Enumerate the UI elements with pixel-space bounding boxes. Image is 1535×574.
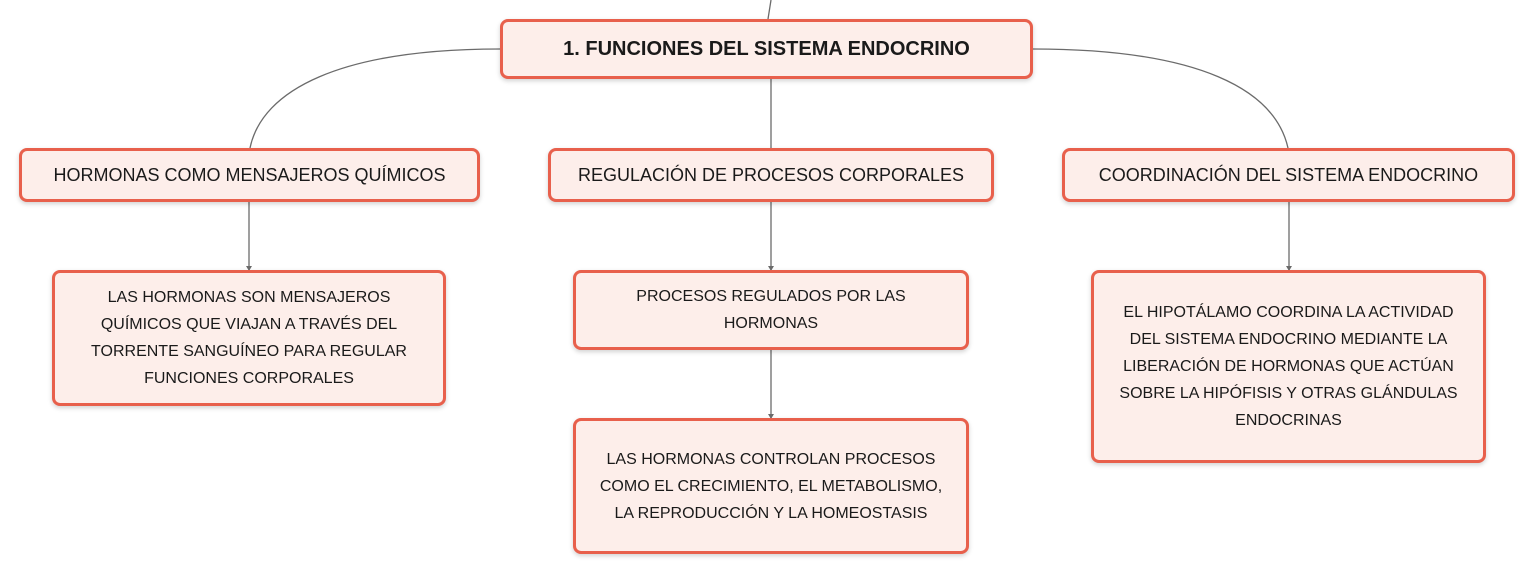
detail-node-procesos-controlados[interactable]	[573, 418, 969, 554]
connector-parent-to-root	[768, 0, 771, 19]
branch-node-label: HORMONAS COMO MENSAJEROS QUÍMICOS	[53, 164, 446, 185]
detail-node-hipotalamo[interactable]	[1091, 270, 1486, 463]
detail-node-mensajeros-quimicos[interactable]	[52, 270, 446, 406]
branch-node-label: REGULACIÓN DE PROCESOS CORPORALES	[577, 164, 965, 185]
connector-root-to-branch-3	[1033, 49, 1288, 148]
branch-node-regulacion-procesos[interactable]	[548, 148, 994, 202]
connector-root-to-branch-1	[250, 49, 500, 148]
detail-node-label: LAS HORMONAS SON MENSAJEROS QUÍMICOS QUE VIAJAN A TRAVÉS DEL TORRENTE SANGUÍNEO PARA REGULAR FUNCIONES CORPORALES	[91, 289, 407, 387]
detail-node-label: EL HIPOTÁLAMO COORDINA LA ACTIVIDAD DEL SISTEMA ENDOCRINO MEDIANTE LA LIBERACIÓN DE HORMONAS QUE ACTÚAN SOBRE LA HIPÓFISIS Y OTRAS GLÁNDULAS ENDOCRINAS	[1119, 304, 1458, 429]
detail-node-label: PROCESOS REGULADOS POR LAS HORMONAS	[636, 288, 906, 332]
root-node-label: 1. FUNCIONES DEL SISTEMA ENDOCRINO	[563, 37, 970, 60]
branch-node-hormonas-mensajeros[interactable]	[19, 148, 480, 202]
branch-node-label: COORDINACIÓN DEL SISTEMA ENDOCRINO	[1098, 164, 1479, 185]
branch-node-coordinacion-sistema[interactable]	[1062, 148, 1515, 202]
root-node[interactable]	[500, 19, 1033, 79]
detail-node-procesos-regulados[interactable]	[573, 270, 969, 350]
detail-node-label: LAS HORMONAS CONTROLAN PROCESOS COMO EL CRECIMIENTO, EL METABOLISMO, LA REPRODUCCIÓN Y LA HOMEOSTASIS	[599, 450, 943, 522]
